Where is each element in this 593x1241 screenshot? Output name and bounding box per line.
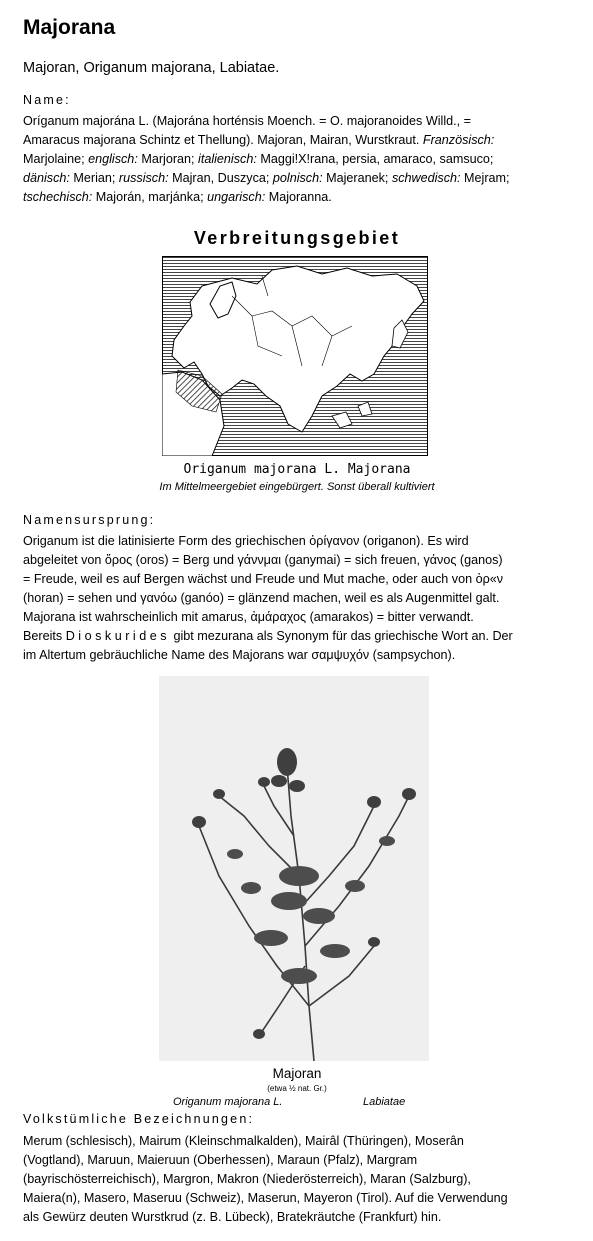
name-line-2 bbox=[23, 131, 571, 150]
folk-line: (bayrischösterreichisch), Margron, Makron (Niederösterreich), Maran (Salzburg), bbox=[23, 1172, 471, 1186]
name-fr: Marjolaine; bbox=[23, 152, 85, 166]
plant-drawing bbox=[159, 676, 429, 1061]
plant-caption: Majoran bbox=[272, 1066, 322, 1081]
name-ru: Majran, Duszyca; bbox=[172, 171, 270, 185]
origin-paragraph bbox=[23, 532, 571, 665]
origin-line: (horan) = sehen und γανόω (ganóo) = glänzend machen, weil es als Augenmittel galt. bbox=[23, 591, 500, 605]
origin-line-6-post: gibt mezurana als Synonym für das griechische Wort an. Der bbox=[170, 629, 513, 643]
name-sv: Mejram; bbox=[464, 171, 510, 185]
folk-line: Maiera(n), Masero, Maseruu (Schweiz), Maserun, Mayeron (Tirol). Auf die Verwendung bbox=[23, 1191, 508, 1205]
lang-sv: schwedisch: bbox=[391, 171, 461, 185]
lang-hu: ungarisch: bbox=[207, 190, 266, 204]
lang-da: dänisch: bbox=[23, 171, 70, 185]
origin-line: im Altertum gebräuchliche Name des Majorans war σαμψυχόν (sampsychon). bbox=[23, 648, 456, 662]
name-da: Merian; bbox=[73, 171, 116, 185]
lang-en: englisch: bbox=[88, 152, 138, 166]
origin-line: abgeleitet von ὄρος (oros) = Berg und γάννμαι (ganymai) = sich freuen, γάνος (ganos) bbox=[23, 553, 503, 567]
origin-line: Origanum ist die latinisierte Form des griechischen ὀρίγανον (origanon). Es wird bbox=[23, 534, 469, 548]
name-heading: Name: bbox=[23, 93, 71, 107]
origin-heading: Namensursprung: bbox=[23, 513, 156, 527]
lang-it: italienisch: bbox=[198, 152, 257, 166]
map-heading: Verbreitungsgebiet bbox=[193, 228, 401, 248]
document-page bbox=[23, 14, 571, 1224]
lang-fr: Französisch: bbox=[422, 133, 495, 147]
map-caption-sub: Im Mittelmeergebiet eingebürgert. Sonst überall kultiviert bbox=[159, 481, 435, 493]
folk-line: als Gewürz deuten Wurstkrud (z. B. Lübeck), Bratekräutche (Frankfurt) hin. bbox=[23, 1210, 442, 1224]
name-line-3 bbox=[23, 150, 571, 169]
page-subtitle: Majoran, Origanum majorana, Labiatae. bbox=[23, 60, 280, 76]
name-line-1: Oríganum majorána L. (Majorána horténsis Moench. = O. majoranoides Willd., = bbox=[23, 114, 471, 128]
name-line-2-text: Amaracus majorana Schintz et Thellung). Majoran, Mairan, Wurstkraut. bbox=[23, 133, 420, 147]
name-it: Maggi!X!rana, persia, amaraco, samsuco; bbox=[260, 152, 494, 166]
plant-species: Origanum majorana L. bbox=[173, 1096, 283, 1108]
origin-line-6-pre: Bereits bbox=[23, 629, 66, 643]
map-caption: Origanum majorana L. Majorana bbox=[183, 462, 411, 477]
folk-heading: Volkstümliche Bezeichnungen: bbox=[23, 1112, 255, 1126]
folk-line: (Vogtland), Maruun, Maieruun (Oberhessen), Maraun (Pfalz), Margram bbox=[23, 1153, 418, 1167]
name-hu: Majoranna. bbox=[268, 190, 332, 204]
origin-line: = Freude, weil es auf Bergen wächst und Freude und Mut mache, oder auch von ὀρ«ν bbox=[23, 572, 504, 586]
lang-cs: tschechisch: bbox=[23, 190, 93, 204]
plant-illustration bbox=[159, 676, 429, 1061]
distribution-map-image bbox=[162, 256, 428, 456]
lang-ru: russisch: bbox=[118, 171, 169, 185]
plant-family: Labiatae bbox=[363, 1096, 406, 1108]
name-en: Marjoran; bbox=[141, 152, 195, 166]
folk-line: Merum (schlesisch), Mairum (Kleinschmalkalden), Mairâl (Thüringen), Moserân bbox=[23, 1134, 464, 1148]
author-name: Dioskurides bbox=[65, 629, 170, 643]
origin-line: Majorana ist wahrscheinlich mit amarus, ἀμάραχος (amarakos) = bitter verwandt. bbox=[23, 610, 474, 624]
origin-line-6 bbox=[23, 627, 571, 646]
distribution-map bbox=[162, 256, 428, 456]
name-line-4 bbox=[23, 169, 571, 188]
name-line-5 bbox=[23, 188, 571, 207]
name-pl: Majeranek; bbox=[326, 171, 389, 185]
folk-paragraph bbox=[23, 1132, 571, 1227]
lang-pl: polnisch: bbox=[272, 171, 323, 185]
page-title: Majorana bbox=[23, 16, 116, 39]
name-paragraph bbox=[23, 112, 571, 207]
name-cs: Majorán, marjánka; bbox=[95, 190, 204, 204]
plant-scale: (etwa ½ nat. Gr.) bbox=[267, 1084, 327, 1093]
